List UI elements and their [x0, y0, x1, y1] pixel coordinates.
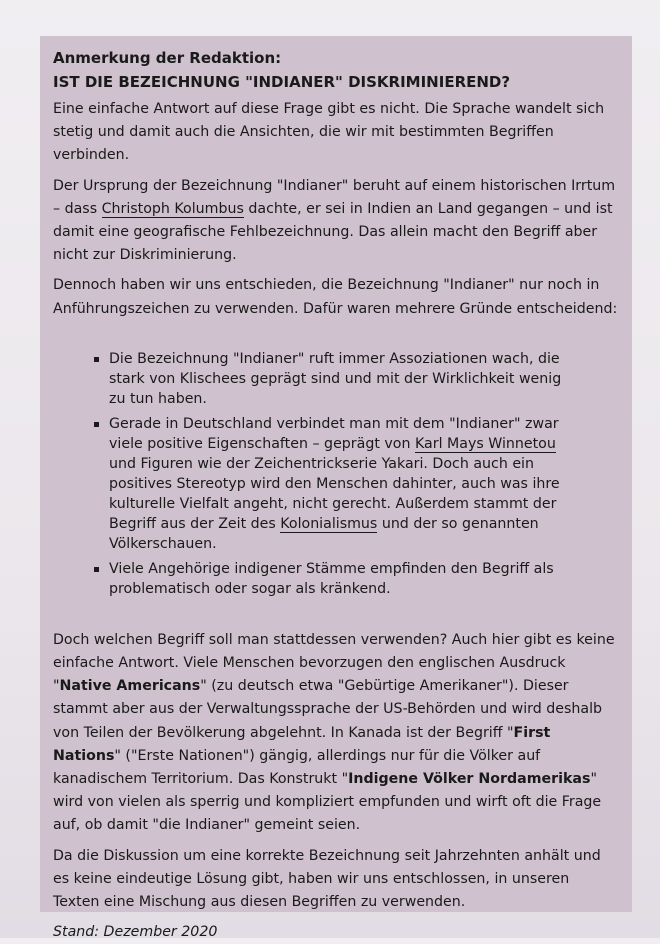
paragraph-origin-text-a: Der Ursprung der Bezeichnung "Indianer" beruht auf einem historischen Irrtum – dass	[53, 177, 616, 217]
editorial-note-box	[40, 36, 632, 941]
list-item-text-c: und der so genannten Völkerschauen.	[109, 515, 539, 552]
term-native-americans: Native Americans	[59, 678, 201, 695]
paragraph-alt-text-b: " (zu deutsch etwa "Gebürtige Amerikaner"). Dieser stammt aber aus der Verwaltungssprache der US-Behörden und wird deshalb von Teilen der Bevölkerung abgelehnt. In Kanada ist der Begriff "	[53, 678, 603, 741]
paragraph-alternatives	[53, 629, 619, 838]
list-item-text-b: und Figuren wie der Zeichentrickserie Yakari. Doch auch ein positives Stereotyp wird den Menschen dahinter, auch was ihre kulturelle Vielfalt angeht, nicht gerecht. Außerdem stammt der Begriff aus der Zeit des	[109, 455, 560, 532]
paragraph-intro: Eine einfache Antwort auf diese Frage gibt es nicht. Die Sprache wandelt sich stetig und damit auch die Ansichten, die wir mit bestimmten Begriffen verbinden.	[53, 101, 605, 164]
list-item: Viele Angehörige indigener Stämme empfinden den Begriff als problematisch oder sogar als kränkend.	[109, 559, 619, 599]
list-item-text-a: Gerade in Deutschland verbindet man mit dem "Indianer" zwar viele positive Eigenschaften – geprägt von	[109, 415, 559, 452]
paragraph-origin	[53, 175, 619, 268]
note-label: Anmerkung der Redaktion:	[53, 49, 282, 67]
link-kolonialismus[interactable]: Kolonialismus	[280, 515, 378, 532]
paragraph-origin-text-b: dachte, er sei in Indien an Land gegangen – und ist damit eine geografische Fehlbezeichnung. Das allein macht den Begriff aber nicht zur Diskriminierung.	[53, 200, 613, 264]
reasons-list	[53, 349, 619, 599]
list-item: Die Bezeichnung "Indianer" ruft immer Assoziationen wach, die stark von Klischees geprägt sind und mit der Wirklichkeit wenig zu tun haben.	[109, 349, 619, 409]
paragraph-alt-text-c: " ("Erste Nationen") gängig, allerdings nur für die Völker auf kanadischem Territorium. Das Konstrukt "	[53, 747, 541, 788]
date-stamp: Stand: Dezember 2020	[53, 924, 218, 941]
list-item	[109, 414, 619, 554]
note-title: IST DIE BEZEICHNUNG "INDIANER" DISKRIMINIEREND?	[53, 73, 511, 91]
paragraph-conclusion: Da die Diskussion um eine korrekte Bezeichnung seit Jahrzehnten anhält und es keine eindeutige Lösung gibt, haben wir uns entschlossen, in unseren Texten eine Mischung aus diesen Begriffen zu verwenden.	[53, 847, 601, 911]
term-first-nations: First Nations	[53, 724, 551, 764]
paragraph-alt-text-d: " wird von vielen als sperrig und kompliziert empfunden und wirft oft die Frage auf, ob damit "die Indianer" gemeint seien.	[53, 771, 602, 834]
term-indigene-voelker: Indigene Völker Nordamerikas	[348, 771, 591, 788]
paragraph-decision: Dennoch haben wir uns entschieden, die Bezeichnung "Indianer" nur noch in Anführungszeichen zu verwenden. Dafür waren mehrere Gründe entscheidend:	[53, 277, 618, 317]
link-christoph-kolumbus[interactable]: Christoph Kolumbus	[101, 200, 244, 217]
link-karl-mays-winnetou[interactable]: Karl Mays Winnetou	[414, 435, 556, 452]
paragraph-alt-text-a: Doch welchen Begriff soll man stattdessen verwenden? Auch hier gibt es keine einfache Antwort. Viele Menschen bevorzugen den englischen Ausdruck "	[53, 631, 615, 695]
